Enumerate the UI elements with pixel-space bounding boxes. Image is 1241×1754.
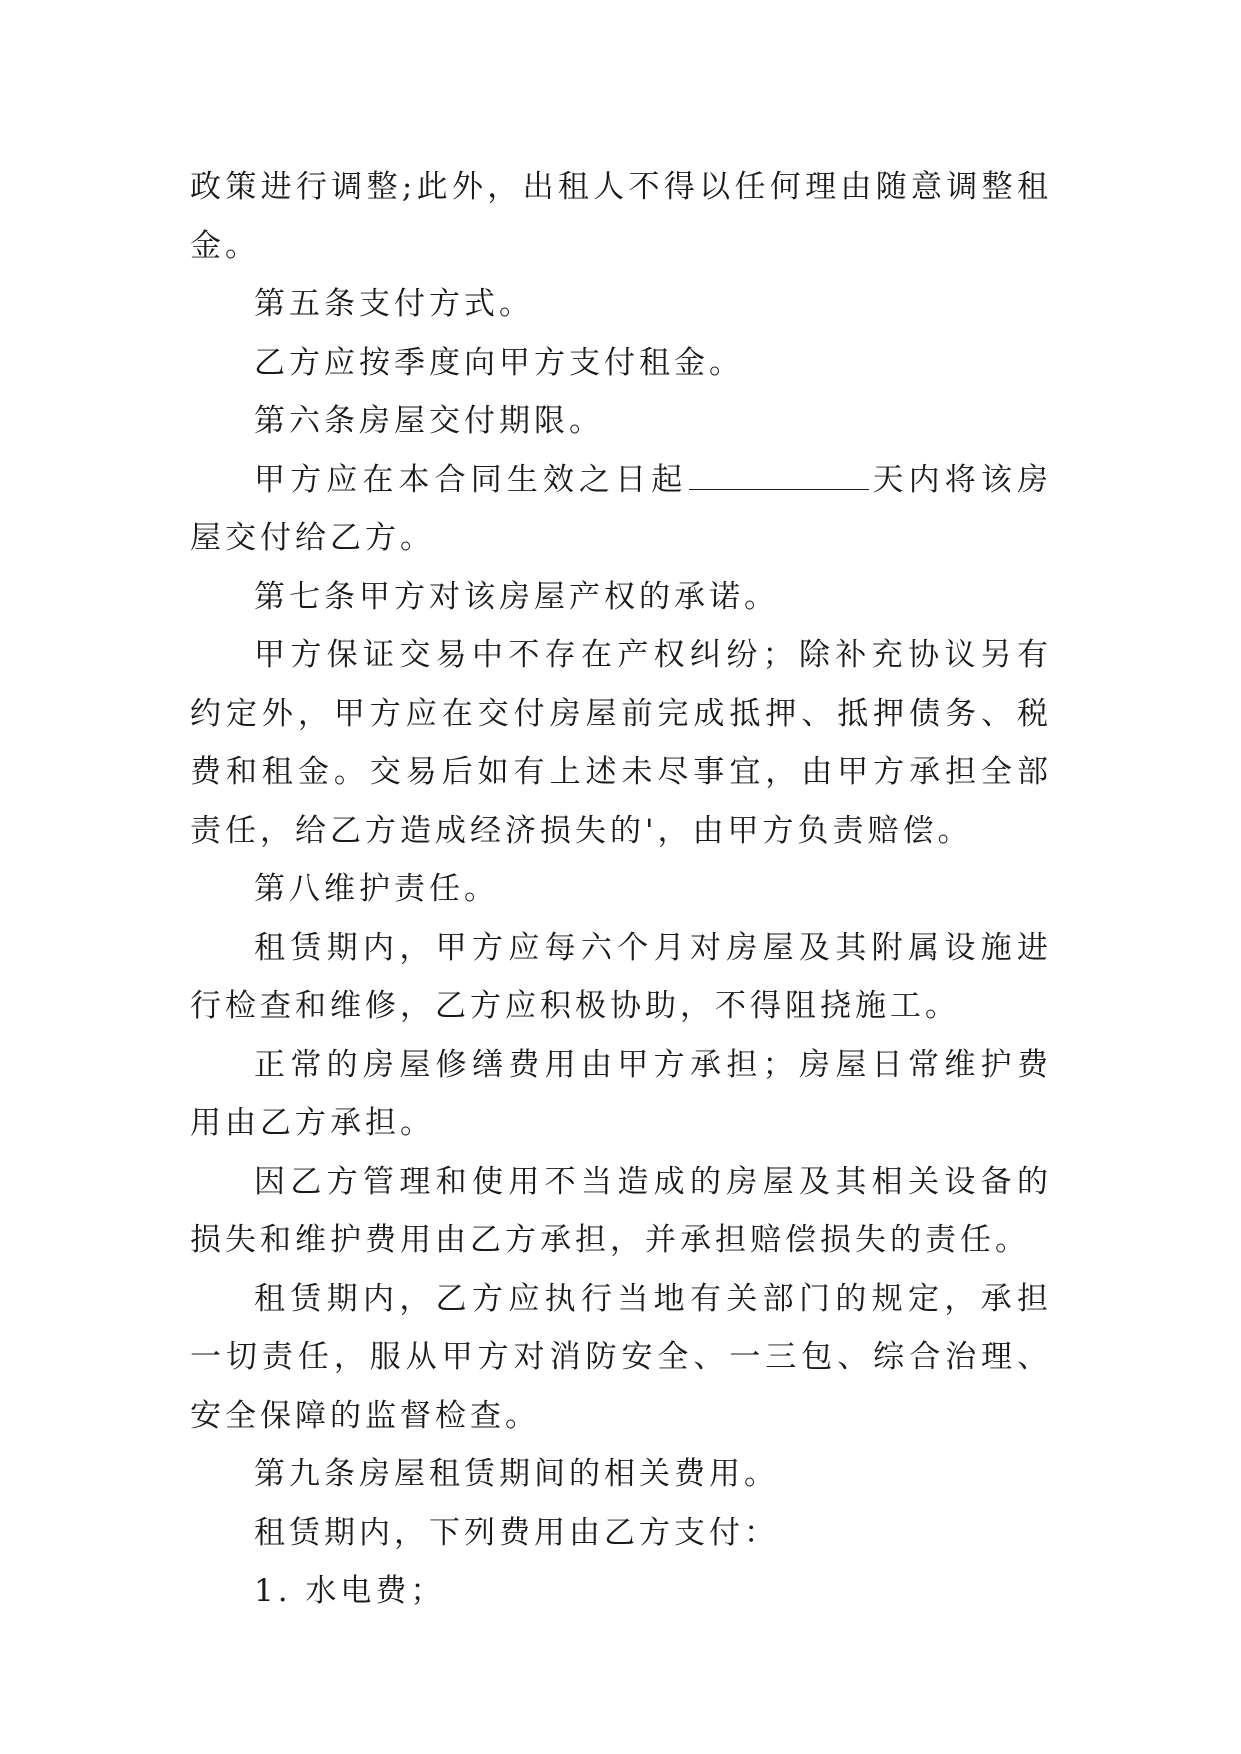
fill-in-blank-days: [689, 488, 869, 490]
paragraph-semiannual-inspection: 租赁期内，甲方应每六个月对房屋及其附属设施进行检查和维修，乙方应积极协助，不得阻挠施工。: [190, 929, 1052, 1024]
paragraph-repair-costs: 正常的房屋修缮费用由甲方承担；房屋日常维护费用由乙方承担。: [190, 1046, 1052, 1141]
paragraph-delivery-days: [190, 451, 1052, 568]
paragraph-safety-compliance: 租赁期内，乙方应执行当地有关部门的规定，承担一切责任，服从甲方对消防安全、一三包、综合治理、安全保障的监督检查。: [190, 1280, 1052, 1434]
paragraph-fees-paid-by-tenant: 租赁期内，下列费用由乙方支付：: [254, 1514, 779, 1551]
paragraph-quarterly-payment: 乙方应按季度向甲方支付租金。: [254, 344, 744, 381]
list-item-utilities: 1. 水电费；: [254, 1573, 446, 1609]
heading-article-6-delivery-deadline: 第六条房屋交付期限。: [254, 403, 604, 439]
delivery-text-before-blank: 甲方应在本合同生效之日起: [254, 461, 688, 498]
delivery-text-after-blank: 天内将该房屋交付给乙方。: [190, 461, 1053, 556]
document-body: [190, 158, 1052, 1621]
heading-article-5-payment-method: 第五条支付方式。: [254, 286, 534, 322]
paragraph-misuse-liability: 因乙方管理和使用不当造成的房屋及其相关设备的损失和维护费用由乙方承担，并承担赔偿损失的责任。: [190, 1163, 1052, 1258]
paragraph-property-rights-guarantee: 甲方保证交易中不存在产权纠纷；除补充协议另有约定外，甲方应在交付房屋前完成抵押、抵押债务、税费和租金。交易后如有上述未尽事宜，由甲方承担全部责任，给乙方造成经济损失的'，由甲方负责赔偿。: [190, 637, 1052, 849]
heading-article-9-related-fees: 第九条房屋租赁期间的相关费用。: [254, 1456, 779, 1492]
heading-article-7-property-rights: 第七条甲方对该房屋产权的承诺。: [254, 578, 779, 615]
heading-article-8-maintenance: 第八维护责任。: [254, 871, 499, 907]
paragraph-rent-adjustment: 政策进行调整;此外，出租人不得以任何理由随意调整租金。: [190, 169, 1052, 264]
